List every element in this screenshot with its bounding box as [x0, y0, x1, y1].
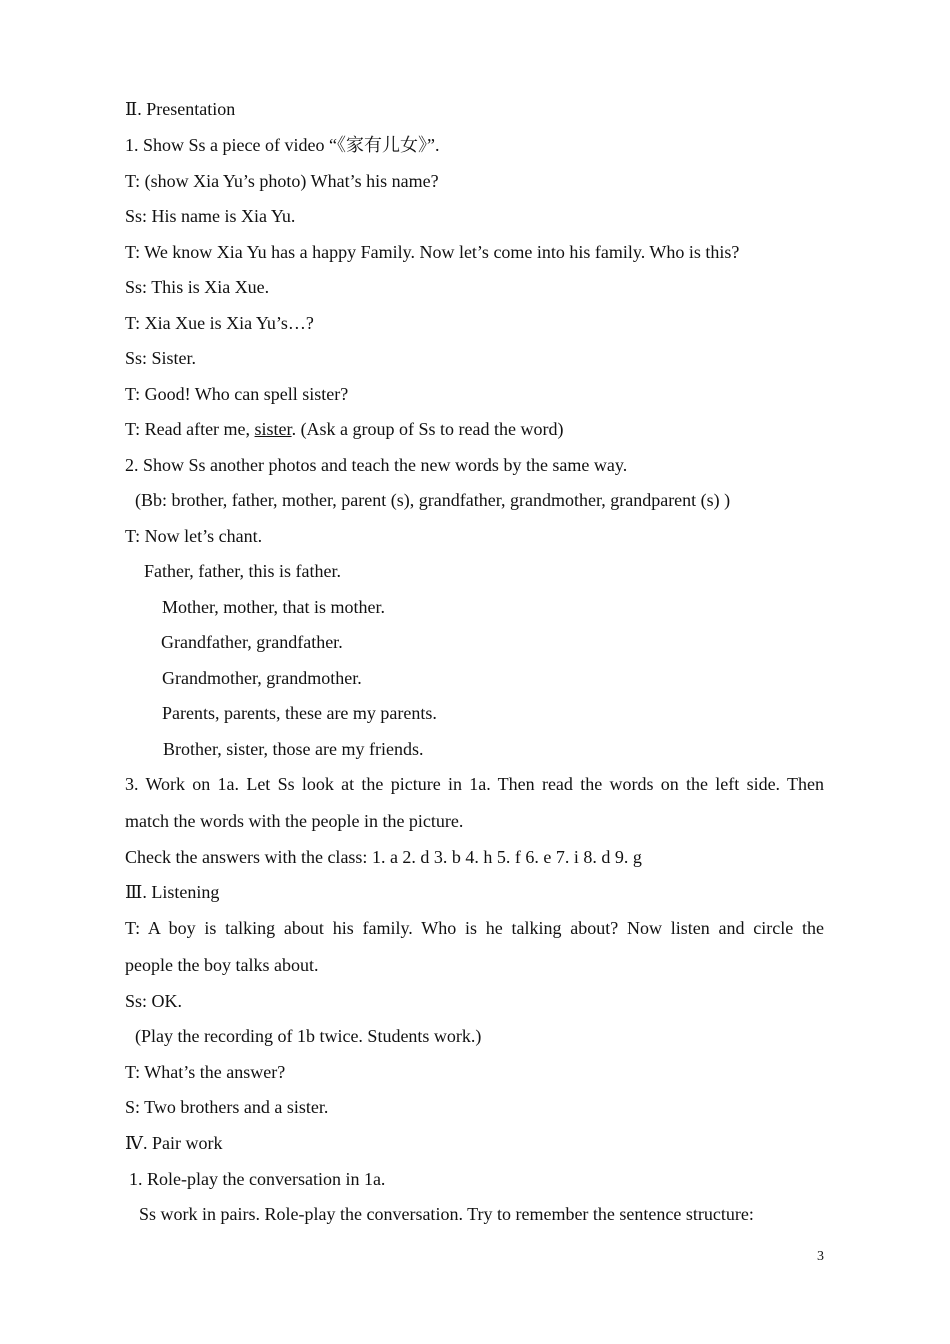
- dialogue-line: T: (show Xia Yu’s photo) What’s his name?: [125, 171, 439, 191]
- blackboard-words: (Bb: brother, father, mother, parent (s), grandfather, grandmother, grandparent (s) ): [135, 490, 731, 510]
- section-heading-listening: Ⅲ. Listening: [125, 882, 220, 902]
- section-heading-pair-work: Ⅳ. Pair work: [125, 1133, 223, 1153]
- dialogue-line: T: What’s the answer?: [125, 1062, 286, 1082]
- dialogue-line: [125, 418, 564, 440]
- presentation-step-2: 2. Show Ss another photos and teach the new words by the same way.: [125, 455, 628, 475]
- presentation-step-1: 1. Show Ss a piece of video “《家有儿女》”.: [125, 135, 440, 155]
- presentation-step-3: 3. Work on 1a. Let Ss look at the picture in 1a. Then read the words on the left side. Then: [125, 774, 824, 794]
- answer-key: Check the answers with the class: 1. a 2. d 3. b 4. h 5. f 6. e 7. i 8. d 9. g: [125, 847, 642, 867]
- dialogue-line: Ss: This is Xia Xue.: [125, 277, 270, 297]
- chant-line: Parents, parents, these are my parents.: [162, 703, 437, 723]
- dialogue-line: Ss: Sister.: [125, 348, 197, 368]
- dialogue-line: T: Good! Who can spell sister?: [125, 384, 349, 404]
- pair-work-instruction: Ss work in pairs. Role-play the conversation. Try to remember the sentence structure:: [139, 1204, 754, 1224]
- chant-line: Grandmother, grandmother.: [162, 668, 362, 688]
- text-segment: . (Ask a group of Ss to read the word): [291, 419, 564, 439]
- underlined-word: sister: [254, 419, 292, 439]
- dialogue-line: Ss: His name is Xia Yu.: [125, 206, 296, 226]
- dialogue-line: T: Now let’s chant.: [125, 526, 263, 546]
- chant-line: Brother, sister, those are my friends.: [163, 739, 424, 759]
- stage-note: (Play the recording of 1b twice. Students work.): [135, 1026, 482, 1046]
- presentation-step-3-cont: match the words with the people in the picture.: [125, 811, 464, 831]
- dialogue-line: people the boy talks about.: [125, 955, 319, 975]
- text-segment: T: Read after me,: [125, 419, 255, 439]
- section-heading-presentation: Ⅱ. Presentation: [125, 99, 236, 119]
- dialogue-line: T: A boy is talking about his family. Who is he talking about? Now listen and circle the: [125, 918, 824, 938]
- page-number: 3: [817, 1249, 824, 1264]
- dialogue-line: T: We know Xia Yu has a happy Family. Now let’s come into his family. Who is this?: [125, 242, 740, 262]
- dialogue-line: T: Xia Xue is Xia Yu’s…?: [125, 313, 314, 333]
- chant-line: Grandfather, grandfather.: [161, 632, 343, 652]
- dialogue-line: S: Two brothers and a sister.: [125, 1097, 329, 1117]
- pair-work-step-1: 1. Role-play the conversation in 1a.: [129, 1169, 386, 1189]
- chant-line: Father, father, this is father.: [144, 561, 341, 581]
- dialogue-line: Ss: OK.: [125, 991, 183, 1011]
- chant-line: Mother, mother, that is mother.: [162, 597, 386, 617]
